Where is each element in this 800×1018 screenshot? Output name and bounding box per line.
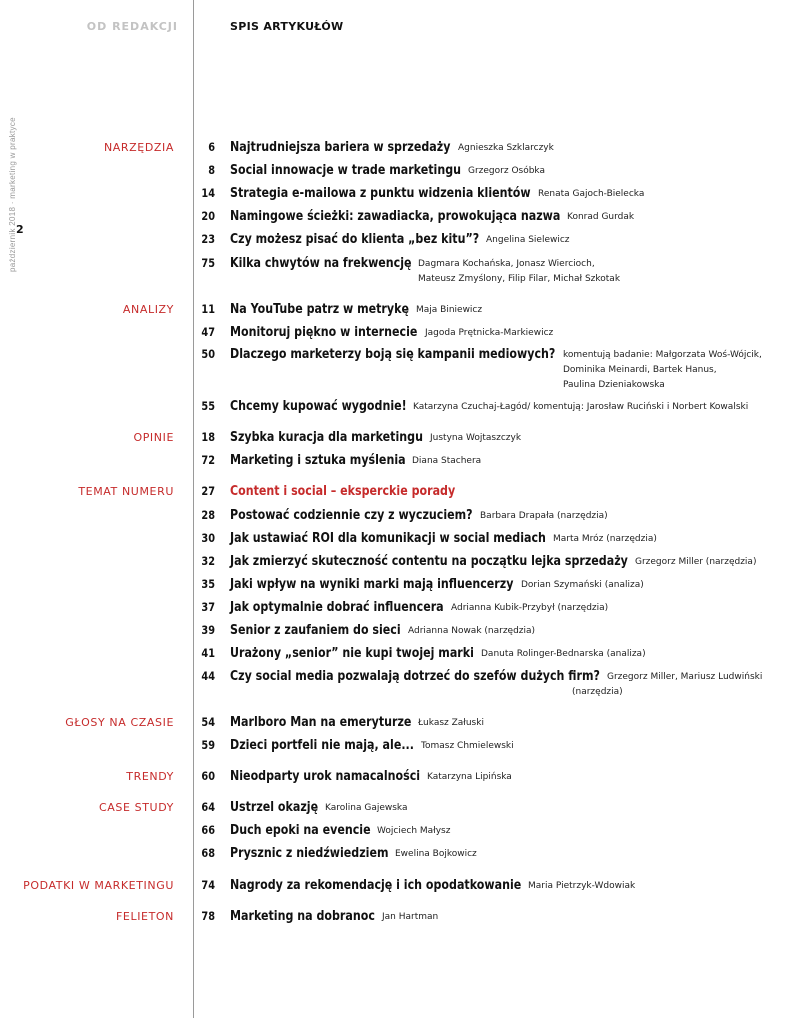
article-author-line3: Paulina Dzieniakowska bbox=[563, 380, 665, 390]
article-title[interactable]: Ustrzel okazję bbox=[230, 799, 319, 815]
column-divider bbox=[193, 0, 194, 1018]
article-author: Marta Mróz (narzędzia) bbox=[553, 534, 657, 544]
article-title[interactable]: Duch epoki na evencie bbox=[230, 822, 371, 838]
page-ref: 66 bbox=[201, 823, 215, 837]
page-ref: 74 bbox=[201, 878, 215, 892]
article-author: Dorian Szymański (analiza) bbox=[521, 580, 644, 590]
article-title[interactable]: Jak optymalnie dobrać influencera bbox=[230, 599, 444, 615]
article-author: Diana Stachera bbox=[412, 456, 482, 466]
article-title[interactable]: Szybka kuracja dla marketingu bbox=[230, 429, 423, 445]
article-author: Adrianna Kubik-Przybył (narzędzia) bbox=[451, 603, 609, 613]
article-title[interactable]: Jak ustawiać ROI dla komunikacji w social mediach bbox=[230, 530, 546, 546]
article-title[interactable]: Na YouTube patrz w metrykę bbox=[230, 301, 409, 317]
article-author: komentują badanie: Małgorzata Woś-Wójcik, bbox=[563, 350, 762, 360]
article-author: Karolina Gajewska bbox=[325, 803, 408, 813]
category-label: OPINIE bbox=[133, 431, 174, 444]
article-title[interactable]: Social innowacje w trade marketingu bbox=[230, 162, 462, 178]
page-ref: 35 bbox=[201, 577, 215, 591]
article-title[interactable]: Jaki wpływ na wyniki marki mają influencerzy bbox=[230, 576, 514, 592]
page-ref: 14 bbox=[201, 186, 215, 200]
article-title[interactable]: Chcemy kupować wygodnie! bbox=[230, 398, 407, 414]
page-ref: 8 bbox=[208, 163, 215, 177]
page-ref: 72 bbox=[201, 453, 215, 467]
article-title[interactable]: Jak zmierzyć skuteczność contentu na początku lejka sprzedaży bbox=[230, 553, 628, 569]
article-author-line2: (narzędzia) bbox=[572, 687, 623, 697]
category-label: GŁOSY NA CZASIE bbox=[65, 716, 174, 729]
article-title[interactable]: Monitoruj pięknο w internecie bbox=[230, 324, 418, 340]
page-ref: 47 bbox=[201, 325, 215, 339]
article-author: Grzegorz Miller, Mariusz Ludwiński bbox=[607, 672, 763, 682]
page-ref: 59 bbox=[201, 738, 215, 752]
article-title[interactable]: Czy możesz pisać do klienta „bez kitu”? bbox=[230, 231, 480, 247]
article-author: Katarzyna Czuchaj-Łagód/ komentują: Jarosław Ruciński i Norbert Kowalski bbox=[413, 402, 749, 412]
category-label: FELIETON bbox=[115, 910, 174, 923]
article-title[interactable]: Strategia e-mailowa z punktu widzenia klientów bbox=[230, 185, 531, 201]
page-ref: 75 bbox=[201, 256, 215, 270]
article-author: Konrad Gurdak bbox=[567, 212, 635, 222]
page-ref: 39 bbox=[201, 623, 215, 637]
article-author: Dagmara Kochańska, Jonasz Wiercioch, bbox=[418, 259, 595, 269]
article-title[interactable]: Content i social – eksperckie porady bbox=[230, 483, 456, 499]
article-author: Angelina Sielewicz bbox=[486, 235, 570, 245]
page-ref: 68 bbox=[201, 846, 215, 860]
page-ref: 37 bbox=[201, 600, 215, 614]
article-author: Maja Biniewicz bbox=[416, 305, 483, 315]
article-author: Danuta Rolinger-Bednarska (analiza) bbox=[481, 649, 646, 659]
article-author: Wojciech Małysz bbox=[377, 826, 451, 836]
page-ref: 30 bbox=[201, 531, 215, 545]
article-title[interactable]: Marlboro Man na emeryturze bbox=[230, 714, 412, 730]
article-author: Barbara Drapała (narzędzia) bbox=[480, 511, 608, 521]
category-label: NARZĘDZIA bbox=[103, 141, 174, 154]
article-author: Jan Hartman bbox=[382, 912, 439, 922]
article-title[interactable]: Senior z zaufaniem do sieci bbox=[230, 622, 401, 638]
page-ref: 50 bbox=[201, 347, 215, 361]
article-author: Justyna Wojtaszczyk bbox=[430, 433, 522, 443]
article-author: Renata Gajoch-Bielecka bbox=[538, 189, 645, 199]
article-title[interactable]: Namingowe ścieżki: zawadiacka, prowokująca nazwa bbox=[230, 208, 561, 224]
article-title[interactable]: Marketing na dobranoc bbox=[230, 908, 375, 924]
page-ref: 54 bbox=[201, 715, 215, 729]
category-label: CASE STUDY bbox=[99, 801, 174, 814]
category-label: TEMAT NUMERU bbox=[78, 485, 174, 498]
page-ref: 6 bbox=[208, 140, 215, 154]
article-title[interactable]: Czy social media pozwalają dotrzeć do szefów dużych firm? bbox=[230, 668, 600, 684]
article-title[interactable]: Nieodparty urok namacalności bbox=[230, 768, 421, 784]
article-author: Grzegorz Osóbka bbox=[468, 166, 546, 176]
article-title[interactable]: Dlaczego marketerzy boją się kampanii mediowych? bbox=[230, 346, 556, 362]
article-title[interactable]: Nagrody za rekomendację i ich opodatkowanie bbox=[230, 877, 522, 893]
page-ref: 32 bbox=[201, 554, 215, 568]
issue-info: październik 2018 · marketing w praktyce bbox=[8, 117, 17, 272]
page-ref: 41 bbox=[201, 646, 215, 660]
page-ref: 28 bbox=[201, 508, 215, 522]
page-ref: 60 bbox=[201, 769, 215, 783]
article-author: Agnieszka Szklarczyk bbox=[458, 143, 554, 153]
article-author: Katarzyna Lipińska bbox=[427, 772, 512, 782]
category-label: ANALIZY bbox=[122, 303, 174, 316]
article-author-line2: Mateusz Zmyślony, Filip Filar, Michał Szkotak bbox=[418, 274, 621, 284]
page-ref: 55 bbox=[201, 399, 215, 413]
article-title[interactable]: Kilka chwytów na frekwencję bbox=[230, 255, 412, 271]
page-ref: 44 bbox=[201, 669, 215, 683]
article-author: Ewelina Bojkowicz bbox=[395, 849, 477, 859]
article-title[interactable]: Postować codziennie czy z wyczuciem? bbox=[230, 507, 473, 523]
page-ref: 78 bbox=[201, 909, 215, 923]
article-author-line2: Dominika Meinardi, Bartek Hanus, bbox=[563, 365, 717, 375]
article-author: Grzegorz Miller (narzędzia) bbox=[635, 557, 757, 567]
article-title[interactable]: Prysznic z niedźwiedziem bbox=[230, 845, 389, 861]
page-number: 2 bbox=[16, 223, 24, 236]
article-author: Łukasz Załuski bbox=[418, 718, 484, 728]
page-ref: 64 bbox=[201, 800, 215, 814]
category-label: TRENDY bbox=[126, 770, 174, 783]
article-author: Tomasz Chmielewski bbox=[421, 741, 514, 751]
article-title[interactable]: Najtrudniejsza bariera w sprzedaży bbox=[230, 139, 451, 155]
page-ref: 11 bbox=[201, 302, 215, 316]
article-title[interactable]: Dzieci portfeli nie mają, ale... bbox=[230, 737, 414, 753]
section-label: OD REDAKCJI bbox=[86, 20, 178, 33]
article-author: Jagoda Prętnicka-Markiewicz bbox=[425, 328, 554, 338]
page-title: SPIS ARTYKUŁÓW bbox=[230, 20, 344, 33]
article-title[interactable]: Marketing i sztuka myślenia bbox=[230, 452, 406, 468]
category-label: PODATKI W MARKETINGU bbox=[23, 879, 174, 892]
page-ref: 27 bbox=[201, 484, 215, 498]
article-author: Maria Pietrzyk-Wdowiak bbox=[528, 881, 636, 891]
page-ref: 20 bbox=[201, 209, 215, 223]
page-ref: 18 bbox=[201, 430, 215, 444]
article-author: Adrianna Nowak (narzędzia) bbox=[408, 626, 536, 636]
article-title[interactable]: Urażony „senior” nie kupi twojej marki bbox=[230, 645, 474, 661]
page-ref: 23 bbox=[201, 232, 215, 246]
